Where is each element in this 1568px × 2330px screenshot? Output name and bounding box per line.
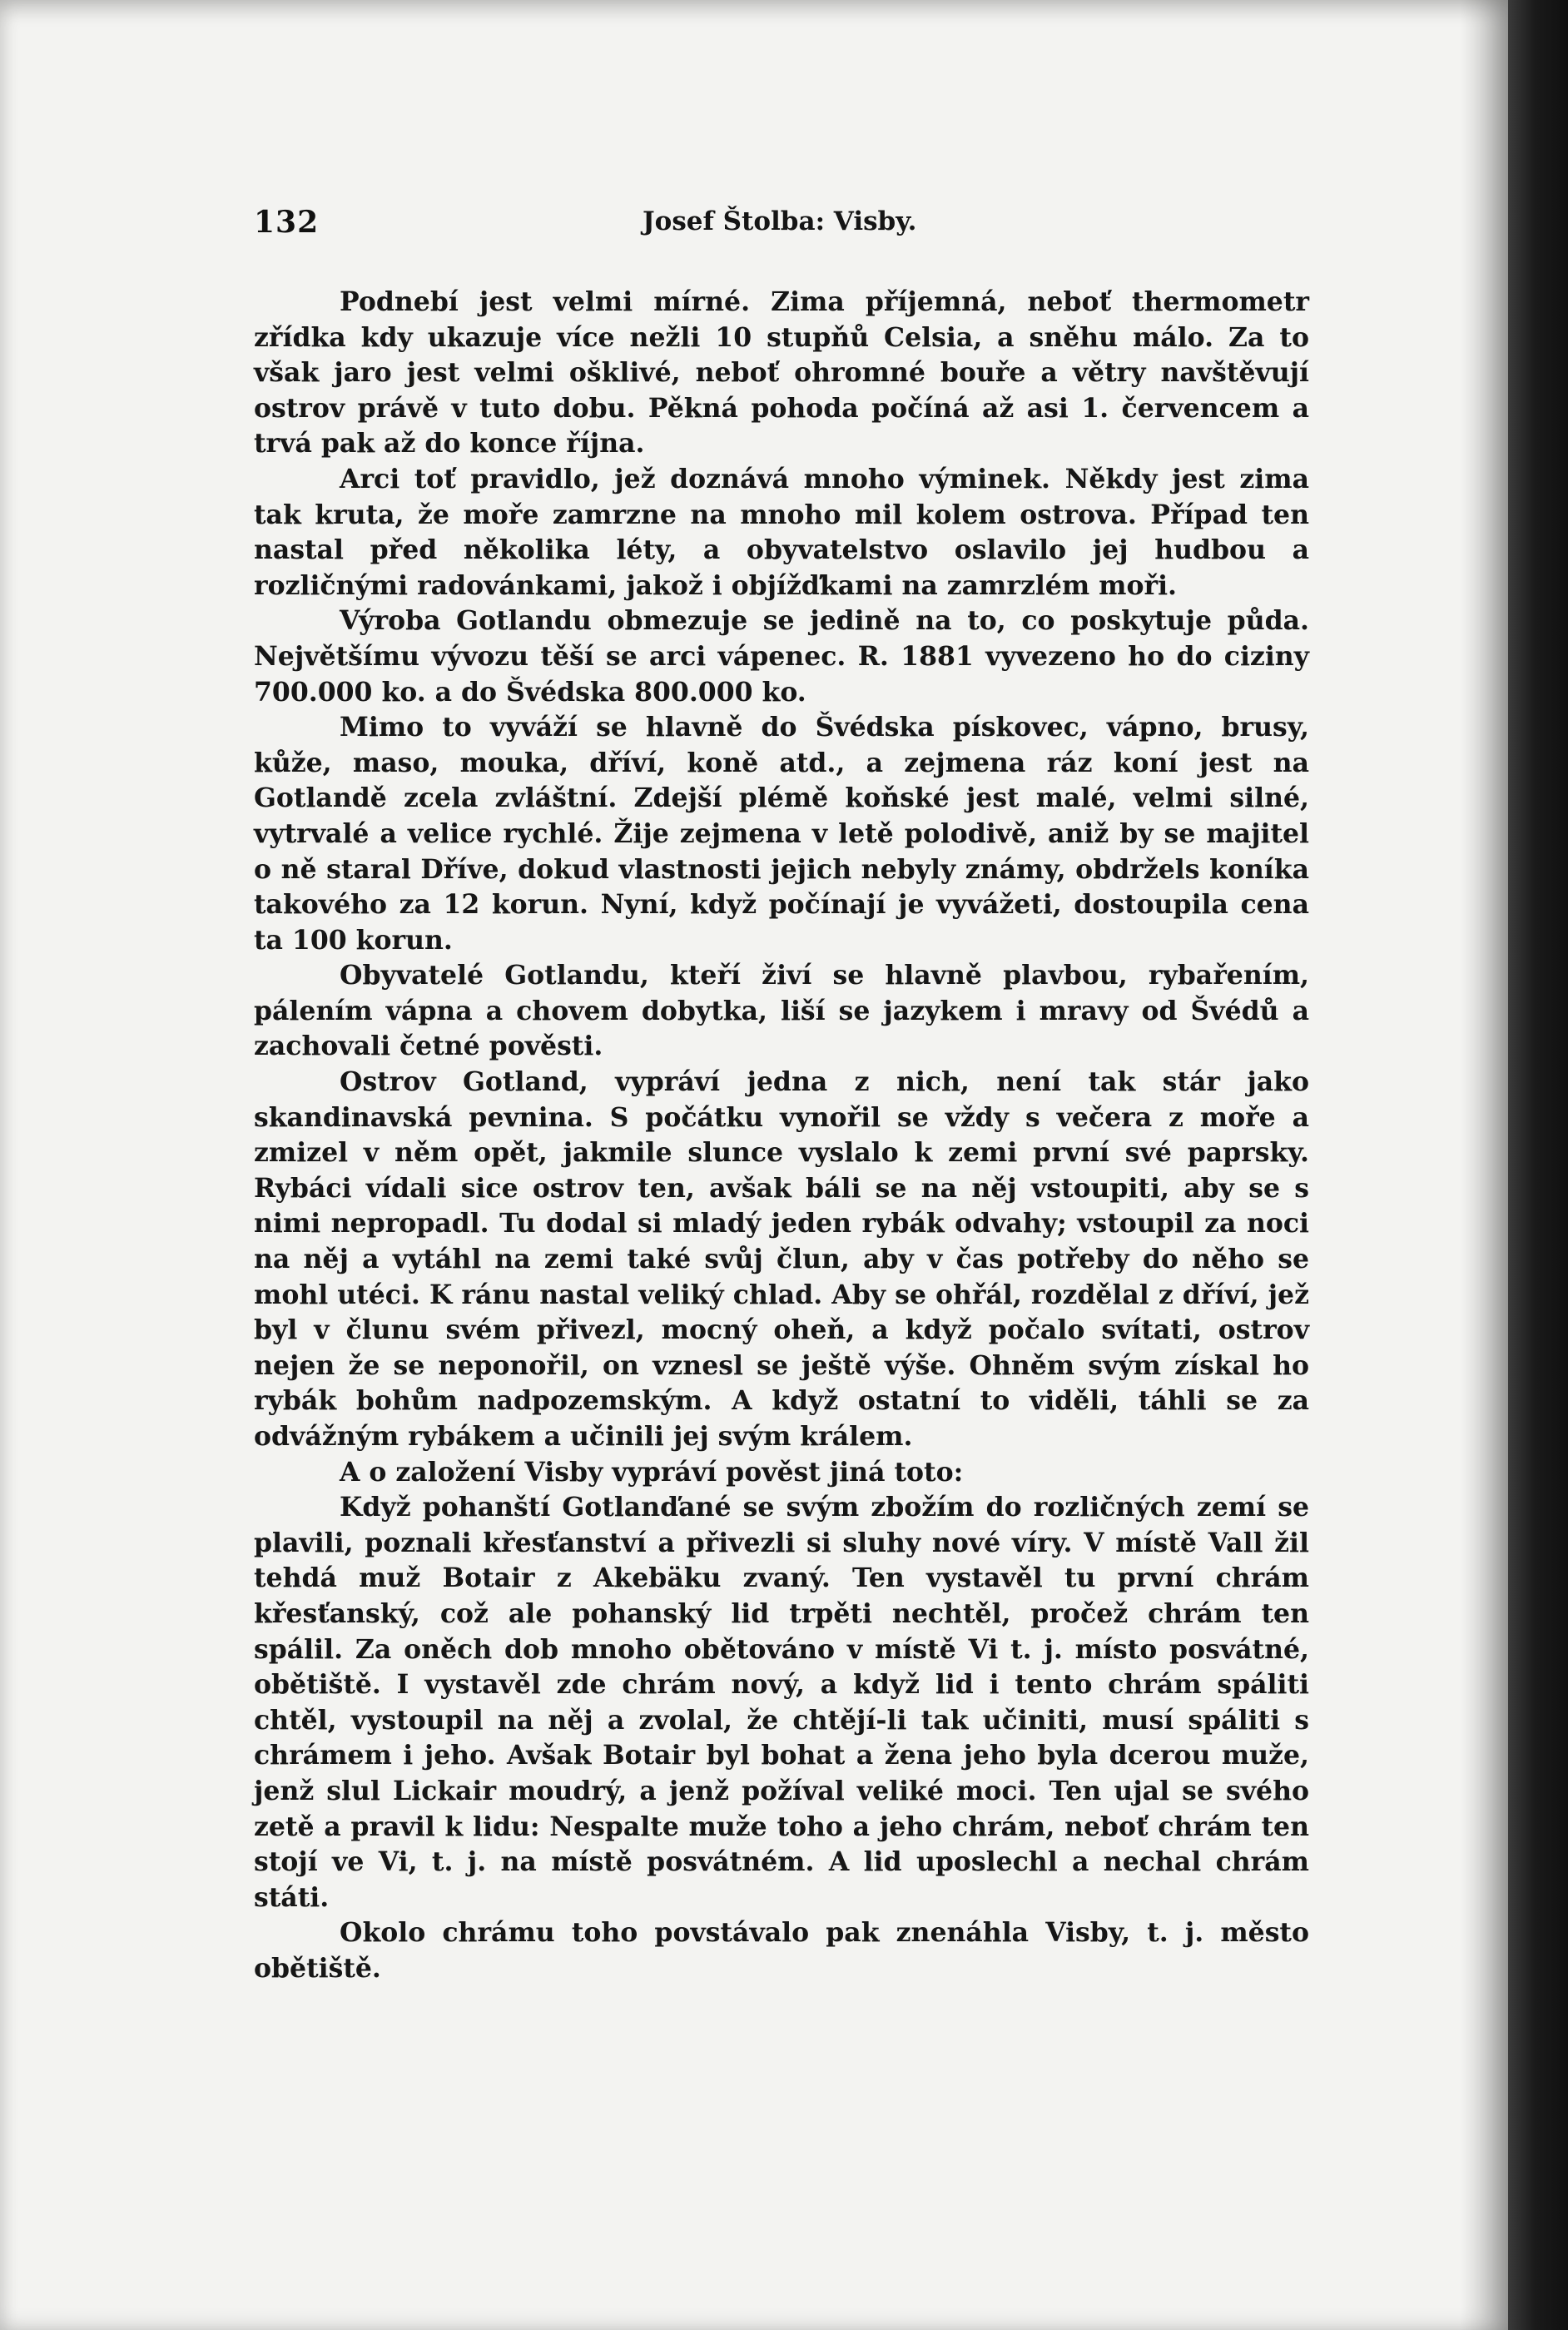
paragraph-legend-visby: Když pohanští Gotlanďané se svým zbožím do rozličných zemí se plavili, poznali křesťanství a přivezli si sluhy nové víry. V místě Vall žil tehdá muž Botair z Akebäku zvaný. Ten vystavěl tu první chrám křesťanský, což ale pohanský lid trpěti nechtěl, pročež chrám ten spálil. Za oněch dob mnoho obětováno v místě Vi t. j. místo posvátné, obětiště. I vystavěl zde chrám nový, a když lid i tento chrám spáliti chtěl, vystoupil na něj a zvolal, že chtějí-li tak učiniti, musí spáliti s chrámem i jeho. Avšak Botair byl bohat a žena jeho byla dcerou muže, jenž slul Lickair moudrý, a jenž požíval veliké moci. Ten ujal se svého zetě a pravil k lidu: Nespalte muže toho a jeho chrám, neboť chrám ten stojí ve Vi, t. j. na místě posvátném. A lid uposlechl a nechal chrám státi. bbox=[254, 1492, 1309, 1913]
paragraph-conclusion: Okolo chrámu toho povstávalo pak znenáhla Visby, t. j. město obětiště. bbox=[254, 1917, 1309, 1984]
book-edge bbox=[1508, 0, 1568, 2330]
page-number: 132 bbox=[254, 205, 320, 240]
paragraph-inhabitants: Obyvatelé Gotlandu, kteří živí se hlavně plavbou, rybařením, pálením vápna a chovem dobytka, liší se jazykem i mravy od Švédů a zachovali četné pověsti. bbox=[254, 960, 1309, 1062]
paragraph-exports: Mimo to vyváží se hlavně do Švédska pískovec, vápno, brusy, kůže, maso, mouka, dříví, koně atd., a zejmena ráz koní jest na Gotlandě zcela zvláštní. Zdejší plémě koňské jest malé, velmi silné, vytrvalé a velice rychlé. Žije zejmena v letě polodivě, aniž by se majitel o ně staral Dříve, dokud vlastnosti jejich nebyly známy, obdržels koníka takového za 12 korun. Nyní, když počínají je vyvážeti, dostoupila cena ta 100 korun. bbox=[254, 712, 1309, 956]
page-header bbox=[254, 205, 1315, 255]
paragraph-production: Výroba Gotlandu obmezuje se jedině na to, co poskytuje půda. Největšímu vývozu těší se arci vápenec. R. 1881 vyvezeno ho do ciziny 700.000 ko. a do Švédska 800.000 ko. bbox=[254, 605, 1309, 708]
running-head: Josef Štolba: Visby. bbox=[643, 206, 917, 236]
paragraph-exceptions: Arci toť pravidlo, jež doznává mnoho výminek. Někdy jest zima tak kruta, že moře zamrzne na mnoho mil kolem ostrova. Případ ten nastal před několika léty, a obyvatelstvo oslavilo jej hudbou a rozličnými radovánkami, jakož i objížďkami na zamrzlém moři. bbox=[254, 463, 1309, 601]
paragraph-climate: Podnebí jest velmi mírné. Zima příjemná, neboť thermometr zřídka kdy ukazuje více nežli 10 stupňů Celsia, a sněhu málo. Za to však jaro jest velmi ošklivé, neboť ohromné bouře a větry navštěvují ostrov právě v tuto dobu. Pěkná pohoda počíná až asi 1. červencem a trvá pak až do konce října. bbox=[254, 286, 1309, 460]
body-text bbox=[254, 285, 1309, 1987]
paragraph-visby-intro: A o založení Visby vypráví pověst jiná toto: bbox=[340, 1456, 964, 1488]
paragraph-legend-island: Ostrov Gotland, vypráví jedna z nich, není tak stár jako skandinavská pevnina. S počátku vynořil se vždy s večera z moře a zmizel v něm opět, jakmile slunce vyslalo k zemi první své paprsky. Rybáci vídali sice ostrov ten, avšak báli se na něj vstoupiti, aby se s nimi nepropadl. Tu dodal si mladý jeden rybák odvahy; vstoupil za noci na něj a vytáhl na zemi také svůj člun, aby v čas potřeby do něho se mohl utéci. K ránu nastal veliký chlad. Aby se ohřál, rozdělal z dříví, jež byl v člunu svém přivezl, mocný oheň, a když počalo svítati, ostrov nejen že se neponořil, on vznesl se ještě výše. Ohněm svým získal ho rybák bohům nadpozemským. A když ostatní to viděli, táhli se za odvážným rybákem a učinili jej svým králem. bbox=[254, 1066, 1309, 1452]
page-shadow bbox=[1461, 0, 1508, 2330]
